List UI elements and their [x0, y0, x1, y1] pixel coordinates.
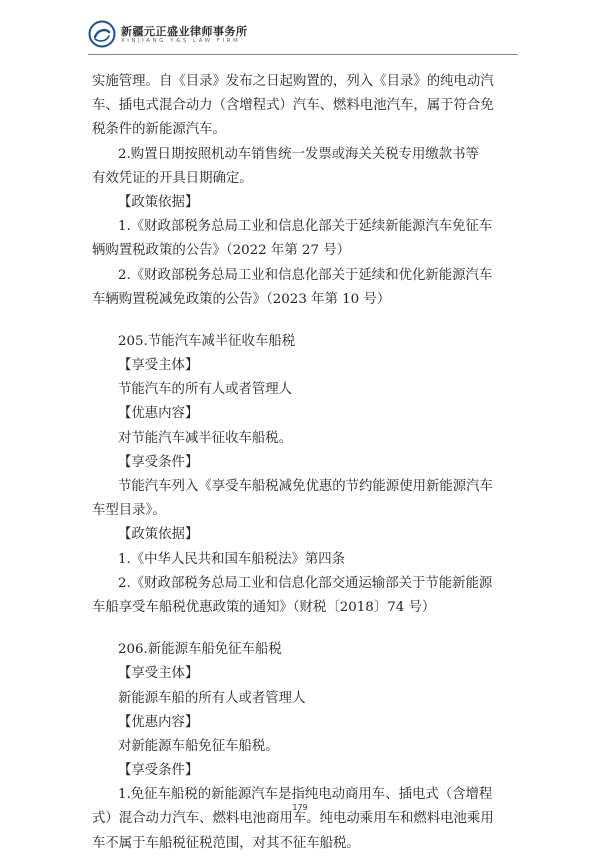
text-line: 车、插电式混合动力（含增程式）汽车、燃料电池汽车，属于符合免	[92, 98, 494, 114]
text-line: 【政策依据】	[118, 194, 199, 210]
text-line: 【享受条件】	[118, 763, 199, 779]
text-line: 车型目录》。	[92, 503, 166, 519]
text-line: 对节能汽车减半征收车船税。	[118, 430, 293, 446]
text-line: 【优惠内容】	[118, 406, 199, 422]
text-line: 【优惠内容】	[118, 714, 199, 730]
text-line: 节能汽车列入《享受车船税减免优惠的节约能源使用新能源汽车	[118, 479, 493, 494]
text-line: 节能汽车的所有人或者管理人	[118, 382, 293, 398]
text-line: 车不属于车船税征税范围，对其不征车船税。	[92, 835, 360, 851]
text-line: 式）混合动力汽车、燃料电池商用车。纯电动乘用车和燃料电池乘用	[92, 811, 494, 827]
text-line: 2.购置日期按照机动车销售统一发票或海关关税专用缴款书等	[118, 146, 479, 162]
firm-name-cn: 新疆元正盛业律师事务所	[121, 25, 248, 38]
text-line: 辆购置税政策的公告》（2022 年第 27 号）	[92, 243, 351, 259]
text-line: 【享受主体】	[118, 358, 199, 374]
text-line: 【享受主体】	[118, 666, 199, 682]
text-line: 1.免征车船税的新能源汽车是指纯电动商用车、插电式（含增程	[118, 787, 493, 803]
paragraph-gap	[92, 620, 522, 638]
text-line: 1.《中华人民共和国车船税法》第四条	[118, 551, 346, 567]
text-line: 车辆购置税减免政策的公告》（2023 年第 10 号）	[92, 291, 391, 307]
text-line: 税条件的新能源汽车。	[92, 122, 226, 138]
page-number: 179	[292, 803, 308, 812]
text-line: 205.节能汽车减半征收车船税	[118, 333, 296, 349]
document-body	[92, 70, 522, 856]
paragraph-gap	[92, 312, 522, 330]
text-line: 实施管理。自《目录》发布之日起购置的，列入《目录》的纯电动汽	[92, 74, 494, 89]
text-line: 【政策依据】	[118, 527, 199, 543]
text-line: 有效凭证的开具日期确定。	[92, 170, 253, 186]
firm-logo-icon	[88, 20, 116, 48]
firm-name-en: XINJIANG Y&S LAW FIRM	[121, 38, 241, 44]
text-line: 2.《财政部税务总局工业和信息化部关于延续和优化新能源汽车	[118, 267, 493, 283]
text-line: 1.《财政部税务总局工业和信息化部关于延续新能源汽车免征车	[118, 219, 493, 235]
text-line: 对新能源车船免征车船税。	[118, 738, 279, 754]
text-line: 新能源车船的所有人或者管理人	[118, 690, 306, 706]
text-line: 2.《财政部税务总局工业和信息化部交通运输部关于节能新能源	[118, 575, 493, 591]
text-line: 【享受条件】	[118, 454, 199, 470]
page-header	[88, 20, 518, 52]
text-line: 206.新能源车船免征车船税	[118, 642, 282, 658]
text-line: 车船享受车船税优惠政策的通知》（财税〔2018〕74 号）	[92, 599, 436, 615]
header-divider	[88, 54, 518, 55]
